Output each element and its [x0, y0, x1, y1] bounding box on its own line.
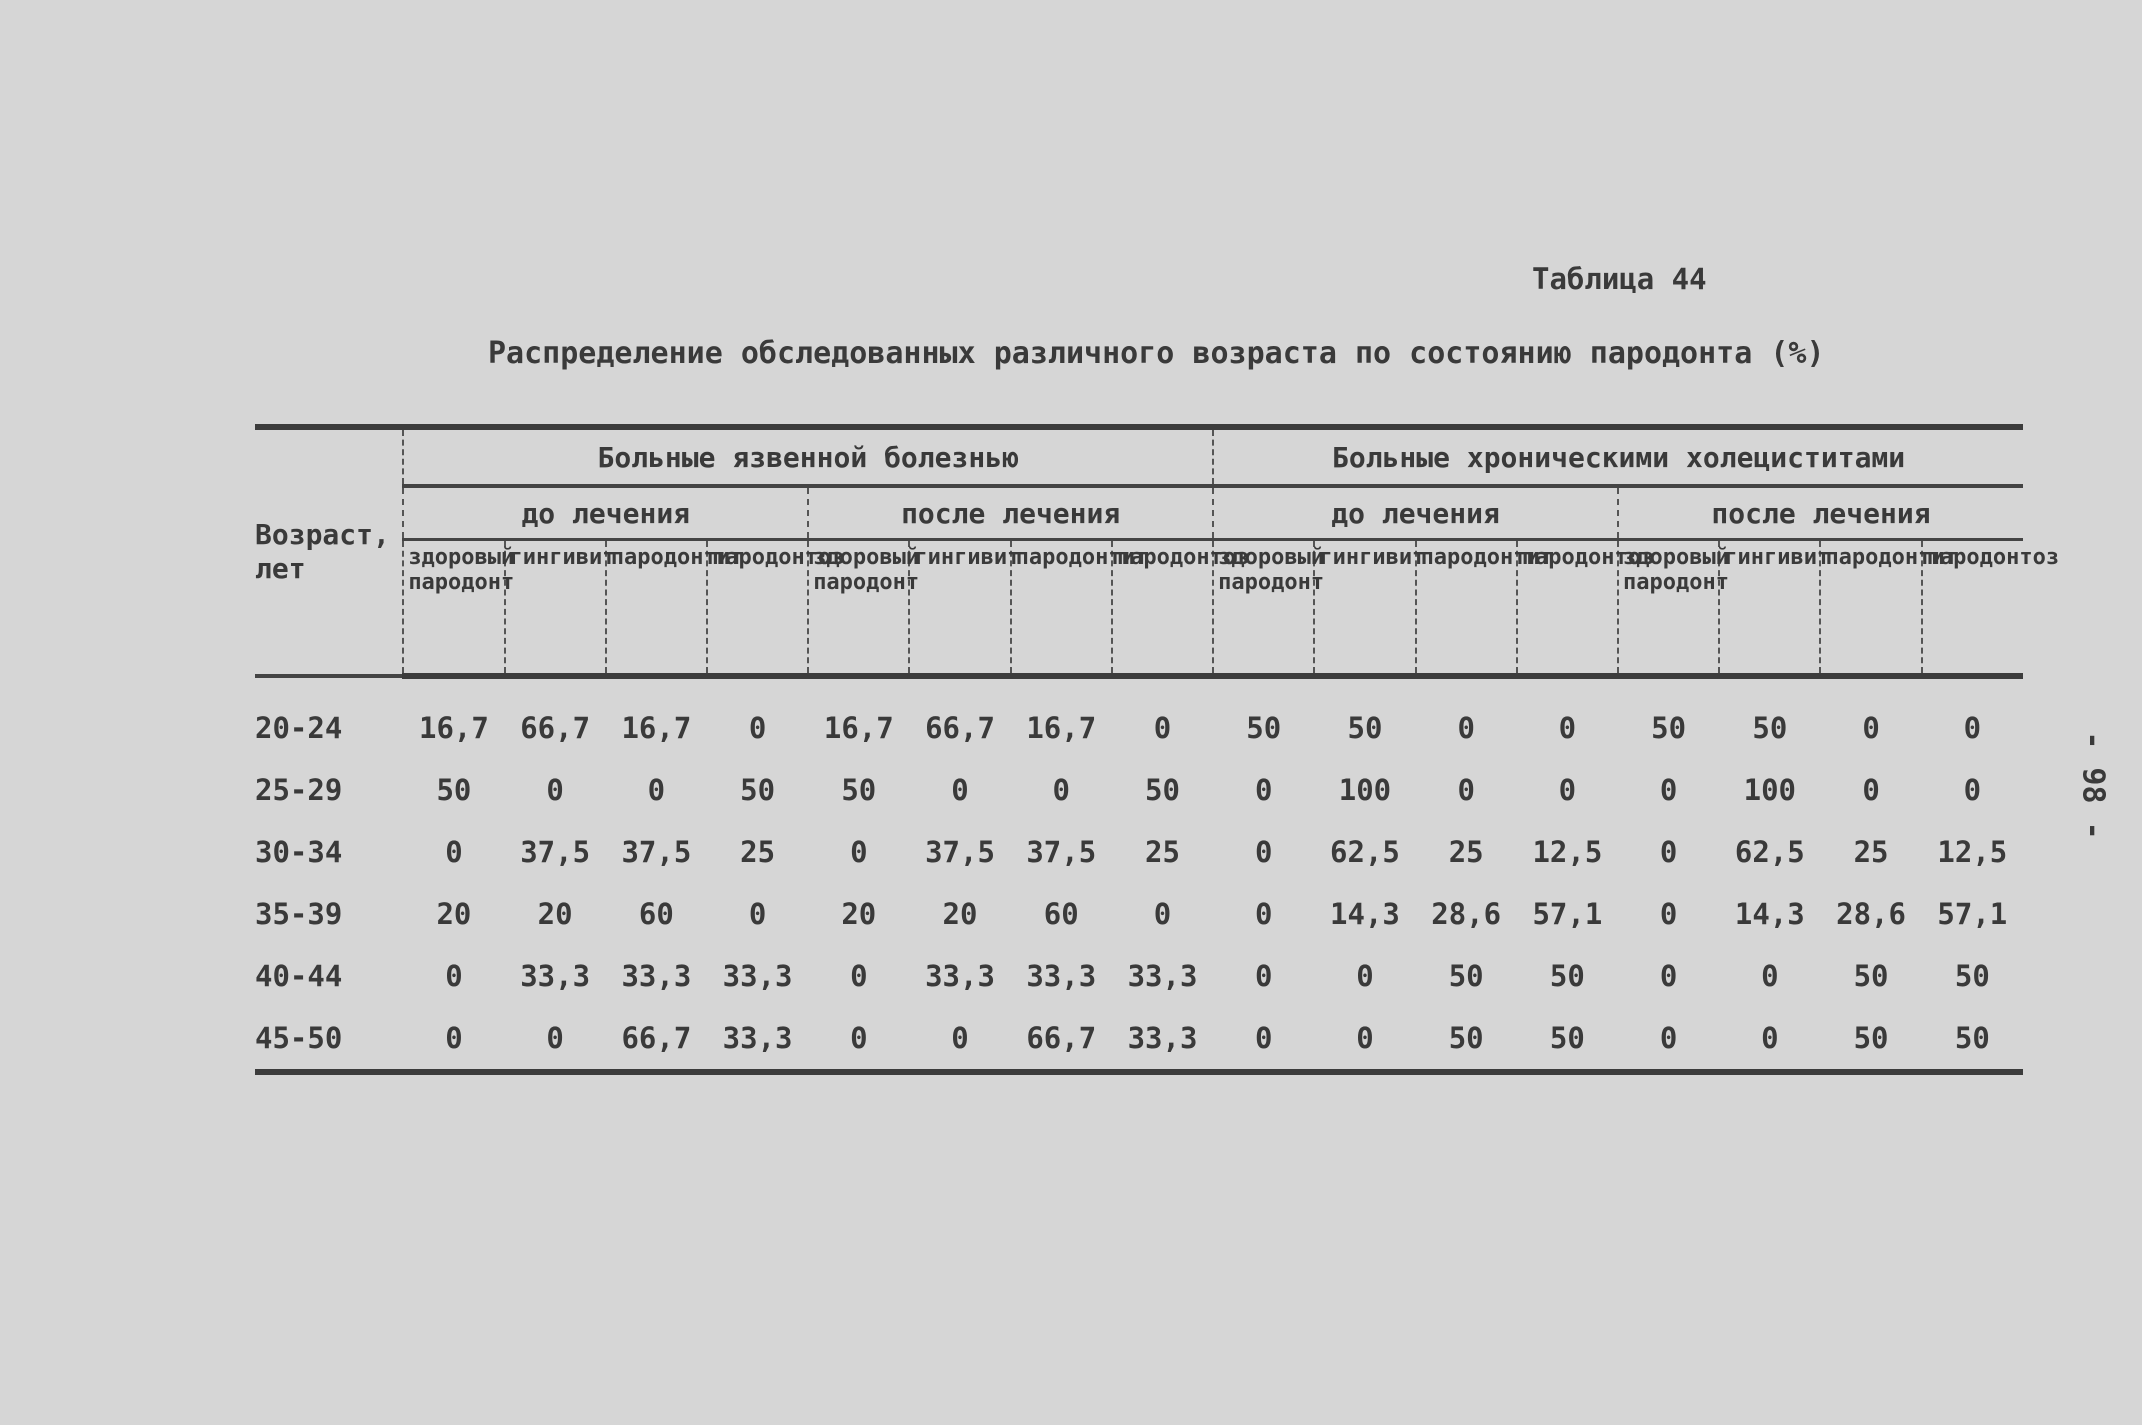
- value-cell: 0: [1153, 711, 1172, 745]
- value-cell: 0: [1761, 1021, 1779, 1055]
- table-row: [255, 676, 2023, 759]
- age-cell: 25-29: [255, 773, 343, 807]
- value-cell: 0: [1659, 959, 1678, 993]
- value-cell: 0: [1356, 1021, 1374, 1055]
- phase-header: до лечения: [403, 486, 808, 540]
- page-number-text: - 98 -: [2075, 730, 2111, 840]
- value-cell: 50: [436, 773, 472, 807]
- value-cell: 0: [1457, 711, 1475, 745]
- table-row: [255, 883, 2023, 945]
- column-header: пародонтит: [606, 540, 707, 677]
- column-header: гингивит: [1314, 540, 1415, 677]
- value-cell: 25: [1448, 835, 1484, 869]
- group-header-ulcer: Больные язвенной болезнью: [403, 430, 1213, 486]
- column-header: гингивит: [505, 540, 606, 677]
- value-cell: 20: [841, 897, 877, 931]
- column-header: пародонтит: [1416, 540, 1517, 677]
- table-row: [255, 1007, 2023, 1069]
- value-cell: 0: [1255, 897, 1273, 931]
- value-cell: 20: [436, 897, 472, 931]
- value-cell: 0: [1153, 897, 1172, 931]
- value-cell: 50: [1448, 959, 1484, 993]
- value-cell: 25: [1145, 835, 1180, 869]
- value-cell: 50: [1246, 711, 1282, 745]
- age-cell: 45-50: [255, 1021, 343, 1055]
- phase-header: после лечения: [808, 486, 1213, 540]
- column-header: пародонтоз: [707, 540, 808, 677]
- table-caption: Таблица 44: [1532, 262, 1707, 296]
- value-cell: 0: [1659, 897, 1678, 931]
- column-header: здоровый пародонт: [1618, 540, 1719, 677]
- value-cell: 0: [1963, 711, 1982, 745]
- value-cell: 0: [1052, 773, 1070, 807]
- value-cell: 0: [1659, 773, 1678, 807]
- value-cell: 0: [1255, 835, 1273, 869]
- value-cell: 66,7: [1026, 1021, 1097, 1055]
- value-cell: 57,1: [1532, 897, 1603, 931]
- value-cell: 0: [1963, 773, 1982, 807]
- table-row: [255, 759, 2023, 821]
- column-header: здоровый пародонт: [1213, 540, 1314, 677]
- value-cell: 0: [1558, 773, 1577, 807]
- age-cell: 35-39: [255, 897, 343, 931]
- value-cell: 0: [748, 897, 767, 931]
- value-cell: 28,6: [1431, 897, 1502, 931]
- value-cell: 20: [942, 897, 978, 931]
- value-cell: 33,3: [722, 1021, 793, 1055]
- value-cell: 100: [1743, 773, 1797, 807]
- data-table: [255, 430, 2060, 1069]
- phase-header: до лечения: [1213, 486, 1618, 540]
- value-cell: 14,3: [1734, 897, 1805, 931]
- value-cell: 0: [1457, 773, 1475, 807]
- value-cell: 16,7: [419, 711, 489, 745]
- value-cell: 25: [740, 835, 776, 869]
- age-cell: 20-24: [255, 710, 343, 745]
- value-cell: 0: [1659, 835, 1678, 869]
- column-header: здоровый пародонт: [808, 540, 909, 677]
- value-cell: 0: [850, 835, 868, 869]
- value-cell: 12,5: [1937, 835, 2008, 869]
- value-cell: 0: [1255, 959, 1273, 993]
- value-cell: 33,3: [1127, 959, 1198, 993]
- value-cell: 25: [1853, 835, 1889, 869]
- table-body: [255, 676, 2023, 1069]
- value-cell: 50: [1853, 959, 1889, 993]
- value-cell: 60: [1043, 897, 1079, 931]
- value-cell: 0: [445, 959, 463, 993]
- value-cell: 0: [951, 1021, 969, 1055]
- value-cell: 62,5: [1734, 835, 1805, 869]
- column-header: пародонтит: [1820, 540, 1921, 677]
- column-header: пародонтоз: [1517, 540, 1618, 677]
- value-cell: 50: [1448, 1021, 1484, 1055]
- value-cell: 16,7: [1026, 711, 1097, 745]
- value-cell: 37,5: [1026, 835, 1097, 869]
- value-cell: 0: [850, 959, 868, 993]
- value-cell: 50: [1549, 1021, 1585, 1055]
- value-cell: 20: [537, 897, 573, 931]
- value-cell: 33,3: [621, 959, 692, 993]
- value-cell: 50: [740, 773, 776, 807]
- value-cell: 60: [638, 897, 674, 931]
- value-cell: 50: [1145, 773, 1180, 807]
- value-cell: 0: [1862, 773, 1880, 807]
- column-header: гингивит: [1719, 540, 1820, 677]
- value-cell: 12,5: [1532, 835, 1603, 869]
- value-cell: 37,5: [520, 835, 591, 869]
- column-header: пародонтоз: [1922, 540, 2023, 677]
- column-header: пародонтит: [1011, 540, 1112, 677]
- value-cell: 50: [1752, 711, 1788, 745]
- value-cell: 50: [1549, 959, 1585, 993]
- column-header: пародонтоз: [1112, 540, 1213, 677]
- value-cell: 33,3: [1026, 959, 1097, 993]
- value-cell: 37,5: [621, 835, 692, 869]
- value-cell: 0: [850, 1021, 868, 1055]
- value-cell: 16,7: [621, 711, 692, 745]
- value-cell: 0: [1659, 1021, 1678, 1055]
- value-cell: 28,6: [1836, 897, 1906, 931]
- value-cell: 0: [951, 773, 969, 807]
- value-cell: 0: [1255, 773, 1273, 807]
- group-header-cholecystitis: Больные хроническими холециститами: [1213, 430, 2023, 486]
- table-row: [255, 821, 2023, 883]
- value-cell: 16,7: [823, 711, 894, 745]
- value-cell: 50: [841, 773, 877, 807]
- value-cell: 66,7: [621, 1021, 692, 1055]
- value-cell: 0: [1862, 711, 1880, 745]
- value-cell: 14,3: [1330, 897, 1400, 931]
- value-cell: 50: [1347, 711, 1383, 745]
- value-cell: 66,7: [520, 711, 591, 745]
- distribution-table: [255, 424, 2060, 1075]
- value-cell: 50: [1853, 1021, 1889, 1055]
- table-title: Распределение обследованных различного возраста по состоянию пародонта (%): [488, 336, 1825, 371]
- value-cell: 37,5: [925, 835, 995, 869]
- value-cell: 0: [546, 1021, 564, 1055]
- value-cell: 0: [647, 773, 666, 807]
- value-cell: 57,1: [1937, 897, 2008, 931]
- age-cell: 30-34: [255, 835, 343, 869]
- value-cell: 50: [1954, 1021, 1990, 1055]
- value-cell: 33,3: [520, 959, 591, 993]
- value-cell: 100: [1338, 773, 1392, 807]
- table-row: [255, 945, 2023, 1007]
- column-header: здоровый пародонт: [403, 540, 504, 677]
- value-cell: 0: [445, 1021, 463, 1055]
- value-cell: 0: [546, 773, 564, 807]
- value-cell: 33,3: [925, 959, 995, 993]
- value-cell: 66,7: [925, 711, 995, 745]
- phase-header: после лечения: [1618, 486, 2023, 540]
- value-cell: 0: [1356, 959, 1374, 993]
- page-number: [2073, 720, 2113, 850]
- value-cell: 33,3: [722, 959, 793, 993]
- value-cell: 0: [445, 835, 463, 869]
- value-cell: 62,5: [1330, 835, 1400, 869]
- value-cell: 0: [1255, 1021, 1273, 1055]
- value-cell: 0: [1761, 959, 1779, 993]
- value-cell: 50: [1954, 959, 1990, 993]
- value-cell: 50: [1651, 711, 1687, 745]
- value-cell: 0: [1558, 711, 1577, 745]
- value-cell: 0: [748, 711, 767, 745]
- value-cell: 33,3: [1127, 1021, 1198, 1055]
- column-header: гингивит: [909, 540, 1010, 677]
- age-column-header: Возраст, лет: [255, 430, 403, 676]
- age-cell: 40-44: [255, 959, 343, 993]
